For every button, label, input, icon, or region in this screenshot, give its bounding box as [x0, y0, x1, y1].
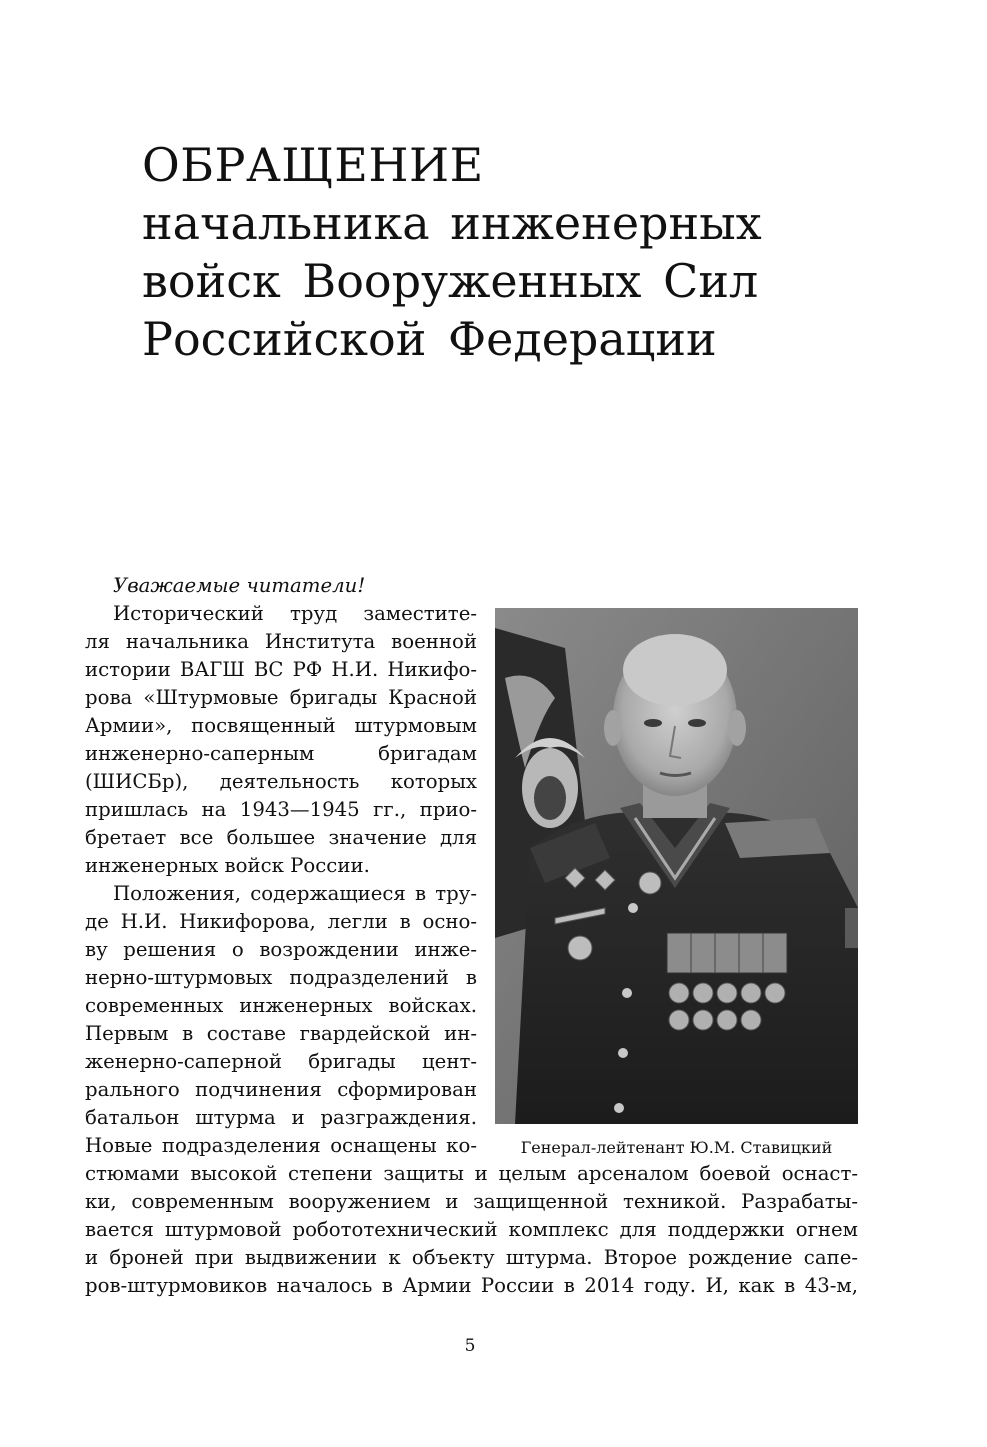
text-line: ля начальника Института военной: [85, 630, 477, 653]
text-line: (ШИСБр), деятельность которых: [85, 770, 477, 793]
text-line: инженерно-саперным бригадам: [85, 742, 477, 765]
text-line: современных инженерных войсках.: [85, 994, 477, 1017]
text-line: женерно-саперной бригады цент-: [85, 1050, 477, 1073]
text-line: Первым в составе гвардейской ин-: [85, 1022, 477, 1045]
text-line: бретает все большее значение для: [85, 826, 477, 849]
text-line: батальон штурма и разграждения.: [85, 1106, 477, 1129]
text-line: вается штурмовой робототехнический комплекс для поддержки огнем: [85, 1218, 858, 1241]
text-line: нерно-штурмовых подразделений в: [85, 966, 477, 989]
text-line: пришлась на 1943—1945 гг., прио-: [85, 798, 477, 821]
page-title: [142, 136, 762, 368]
text-line: ки, современным вооружением и защищенной техникой. Разрабаты-: [85, 1190, 858, 1213]
portrait-photo: [495, 608, 858, 1124]
text-line: Новые подразделения оснащены ко-: [85, 1134, 477, 1157]
text-line: ров-штурмовиков началось в Армии России в 2014 году. И, как в 43-м,: [85, 1274, 858, 1297]
text-line: инженерных войск России.: [85, 854, 370, 877]
text-line: истории ВАГШ ВС РФ Н.И. Никифо-: [85, 658, 477, 681]
text-line: Исторический труд заместите-: [113, 602, 477, 625]
title-line-2: начальника инженерных: [142, 196, 762, 250]
title-line-4: Российской Федерации: [142, 312, 717, 366]
title-line-1: ОБРАЩЕНИЕ: [142, 138, 484, 192]
page-number: 5: [464, 1336, 476, 1356]
text-line: де Н.И. Никифорова, легли в осно-: [85, 910, 477, 933]
text-line: и броней при выдвижении к объекту штурма. Второе рождение сапе-: [85, 1246, 858, 1269]
text-line: стюмами высокой степени защиты и целым арсеналом боевой оснаст-: [85, 1162, 858, 1185]
title-line-3: войск Вооруженных Сил: [142, 254, 759, 308]
portrait-illustration: [495, 608, 858, 1124]
text-line: рова «Штурмовые бригады Красной: [85, 686, 477, 709]
photo-caption: Генерал-лейтенант Ю.М. Ставицкий: [520, 1138, 833, 1157]
text-line: Положения, содержащиеся в тру-: [113, 882, 477, 905]
text-line: Армии», посвященный штурмовым: [85, 714, 477, 737]
text-line: рального подчинения сформирован: [85, 1078, 477, 1101]
salutation: Уважаемые читатели!: [113, 574, 366, 597]
text-line: ву решения о возрождении инже-: [85, 938, 477, 961]
